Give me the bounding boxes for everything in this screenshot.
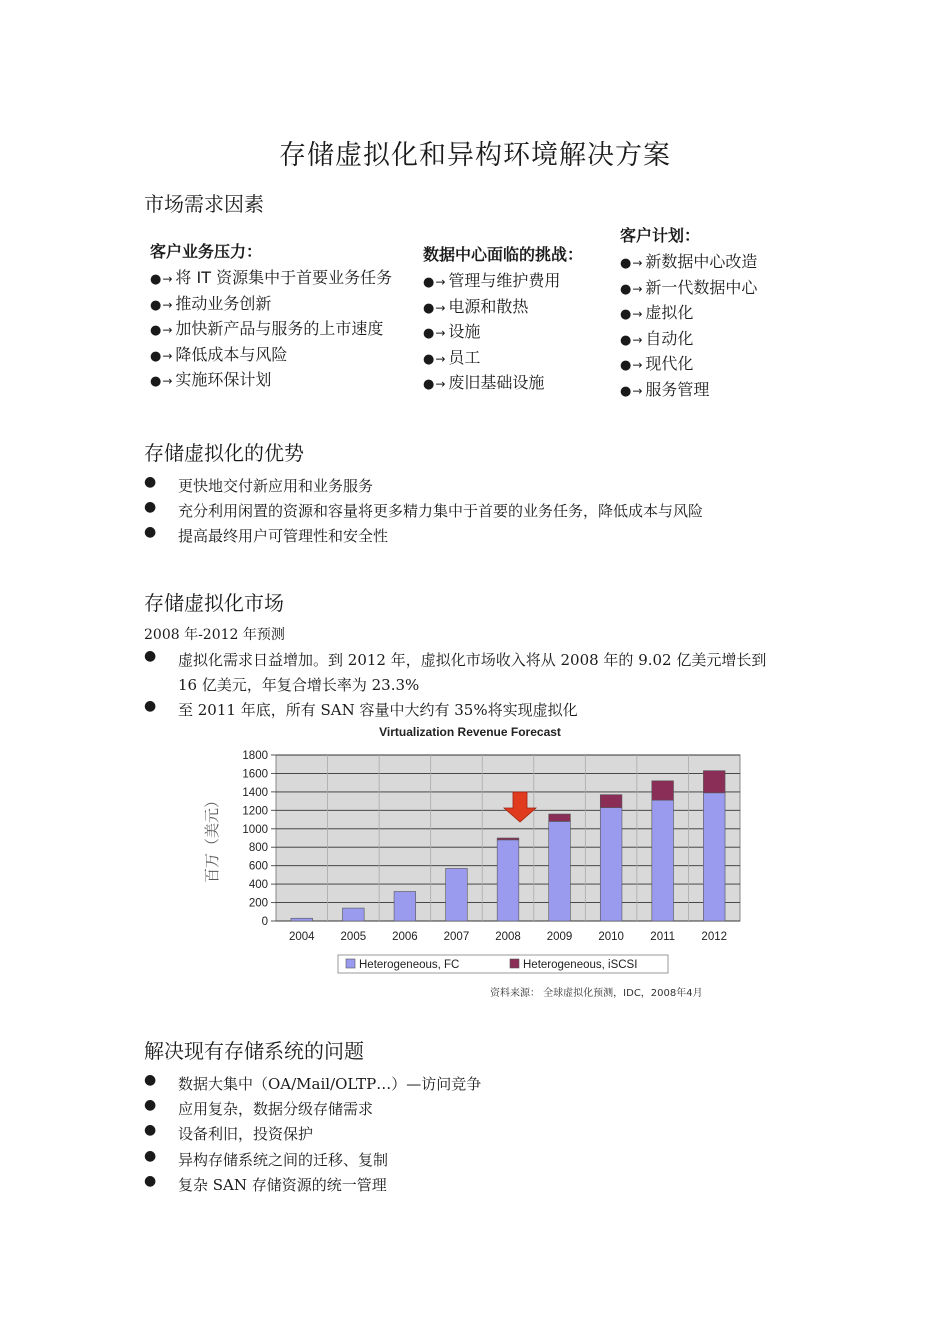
revenue-forecast-chart: [200, 722, 760, 1012]
arrow-icon: →: [435, 326, 446, 340]
list-item: ●→ 员工: [423, 347, 481, 367]
y-tick-label: 1000: [242, 823, 268, 836]
list-item: ●→ 实施环保计划: [150, 370, 272, 389]
legend-swatch: [510, 959, 519, 968]
list-item: ●→ 电源和散热: [423, 296, 529, 316]
bullet-icon: ●: [150, 374, 162, 389]
list-item: ●→ 降低成本与风险: [150, 344, 288, 364]
bar-fc: [600, 808, 622, 921]
heading-advantages: 存储虚拟化的优势: [144, 441, 304, 465]
bullet-icon: ●: [144, 499, 157, 515]
list-item: ●→ 自动化: [620, 328, 694, 348]
list-item: ●→ 将 IT 资源集中于首要业务任务: [150, 268, 393, 287]
arrow-icon: →: [435, 377, 446, 391]
arrow-icon: →: [162, 297, 173, 312]
bullet-icon: ●: [144, 1148, 157, 1164]
y-tick-label: 1200: [242, 805, 268, 818]
column-customer-pressure: [150, 239, 392, 393]
bullet-icon: ●: [144, 698, 157, 714]
bar-iscsi: [497, 838, 519, 840]
bar-fc: [343, 908, 365, 921]
y-tick-label: 400: [248, 879, 268, 892]
x-tick-label: 2004: [288, 931, 315, 943]
x-tick-label: 2006: [392, 931, 418, 943]
chart-legend: [338, 955, 668, 973]
list-item: ●→ 废旧基础设施: [423, 373, 545, 392]
forecast-subtitle: 2008 年-2012 年预测: [144, 627, 285, 643]
y-tick-label: 1800: [242, 750, 268, 762]
bullet-icon: ●: [144, 474, 157, 490]
chart-source: 资料来源： 全球虚拟化预测，IDC，2008年4月: [490, 988, 703, 999]
bar-fc: [291, 918, 313, 921]
bullet-icon: ●: [620, 307, 632, 322]
x-tick-label: 2010: [598, 931, 624, 943]
x-tick-label: 2008: [495, 931, 521, 943]
bullet-icon: ●: [423, 275, 435, 290]
bullet-icon: ●: [144, 1072, 157, 1088]
list-item: ●→ 现代化: [620, 354, 694, 373]
legend-swatch: [346, 959, 355, 968]
y-tick-label: 600: [248, 860, 268, 873]
heading-market: 存储虚拟化市场: [144, 591, 284, 615]
arrow-icon: →: [632, 332, 643, 347]
legend-label: Heterogeneous, FC: [359, 959, 460, 971]
bullet-icon: ●: [144, 1122, 157, 1138]
column-title: 数据中心面临的挑战：: [423, 245, 584, 264]
bar-iscsi: [600, 795, 622, 808]
bullet-icon: ●: [423, 300, 435, 316]
bar-iscsi: [652, 781, 674, 800]
x-tick-label: 2009: [546, 931, 573, 943]
chart-title: Virtualization Revenue Forecast: [379, 725, 561, 739]
list-item: ●→ 虚拟化: [620, 303, 694, 322]
list-item: ●→ 设施: [423, 322, 481, 341]
bullet-icon: ●: [144, 1097, 157, 1113]
arrow-icon: →: [632, 383, 643, 398]
bar-iscsi: [549, 814, 571, 821]
bullet-icon: ●: [144, 1173, 157, 1189]
list-item: ●→ 新数据中心改造: [620, 252, 758, 271]
y-tick-label: 1400: [242, 786, 268, 799]
x-tick-label: 2012: [701, 931, 728, 943]
bullet-icon: ●: [150, 323, 162, 338]
page-title: 存储虚拟化和异构环境解决方案: [279, 140, 671, 171]
bar-fc: [394, 891, 416, 921]
bullet-icon: ●: [620, 281, 632, 297]
bullet-icon: ●: [423, 326, 435, 341]
list-item: ●→ 服务管理: [620, 379, 710, 399]
bullet-icon: ●: [150, 272, 162, 287]
bar-fc: [549, 821, 571, 921]
bar-fc: [703, 793, 725, 921]
bullet-icon: ●: [144, 648, 157, 664]
arrow-icon: →: [435, 351, 446, 366]
arrow-icon: →: [162, 272, 173, 286]
bullet-icon: ●: [423, 377, 435, 392]
legend-label: Heterogeneous, iSCSI: [523, 959, 638, 971]
arrow-icon: →: [162, 348, 173, 363]
bullet-icon: ●: [423, 351, 435, 367]
column-title: 客户计划：: [620, 226, 701, 245]
x-tick-label: 2011: [650, 931, 676, 943]
heading-market-demand: 市场需求因素: [144, 192, 264, 216]
bar-iscsi: [703, 771, 725, 793]
column-datacenter-challenges: [423, 242, 583, 396]
document-page: 存储虚拟化和异构环境解决方案 市场需求因素 客户业务压力： ●→ 将 IT 资源集中于首要业务任务 ●→ 推动业务创新 ●→ 加快新产品与服务的上市速度 ●→ 降低成本与风险 ●→ 实施环保计划 数据中心面临的挑战： ●→ 管理与维护费用 ●→ 电源和散热 ●→ 设施 ●→ 员工 ●→ 废旧基础设施 客户计划： ●→ 新数据中心改造 ●→ 新一代数据中心 ●→ 虚拟化 ●→ 自动化 ●→ 现代化 ●→ 服务管理 存储虚拟化的优势 ● 更快地交付新应用和业务服务 ● 充分利用闲置的资源和容量将更多精力集中于首要的业务任务，降低成本与风险 ● 提高最终用户可管理性和安全性 存储虚拟化市场 2008 年-2012 年预测 ● 虚拟化需求日益增加。到 2012 年，虚拟化市场收入将从 2008 年的 9.02 亿美元增长到 16 亿美元，年复合增长率为 23.3% ● 至 2011 年底，所有 SAN 容量中大约有 35%将实现虚拟化 Virtualization Revenue Forecast 0 200 400 600 800 1000 1200 1400 1600 1800 2004 2005 2006 2007 2008 2009 2010 2011 2012 百万（美元） Heterogeneous, FC Heterogeneous, iSCSI 资料来源： 全球虚拟化预测，IDC，2008年4月 解决现有存储系统的问题 ● 数据大集中（OA/Mail/OLTP…）—访问竞争 ● 应用复杂，数据分级存储需求 ● 设备利旧，投资保护 ● 异构存储系统之间的迁移、复制 ● 复杂 SAN 存储资源的统一管理: [0, 0, 950, 1344]
list-item: ●→ 新一代数据中心: [620, 277, 758, 297]
arrow-icon: →: [162, 374, 173, 388]
y-tick-label: 800: [248, 842, 268, 855]
arrow-icon: →: [632, 358, 643, 372]
bullet-icon: ●: [150, 297, 162, 313]
x-tick-label: 2007: [443, 931, 470, 943]
arrow-icon: →: [162, 323, 173, 337]
bar-fc: [446, 868, 468, 921]
bullet-icon: ●: [150, 348, 162, 364]
arrow-icon: →: [632, 307, 643, 321]
bar-fc: [497, 840, 519, 921]
y-tick-label: 0: [261, 916, 268, 928]
arrow-icon: →: [632, 281, 643, 296]
x-tick-label: 2005: [340, 931, 367, 943]
bullet-icon: ●: [620, 383, 632, 399]
arrow-icon: →: [435, 275, 446, 289]
arrow-icon: →: [632, 256, 643, 270]
list-item: ●→ 加快新产品与服务的上市速度: [150, 319, 384, 338]
arrow-icon: →: [435, 300, 446, 315]
column-customer-plans: [620, 223, 757, 402]
bullet-icon: ●: [144, 524, 157, 540]
column-title: 客户业务压力：: [150, 242, 263, 261]
list-item: ●→ 推动业务创新: [150, 293, 272, 313]
y-axis-label: 百万（美元）: [203, 792, 221, 884]
bullet-icon: ●: [620, 256, 632, 271]
bar-fc: [652, 800, 674, 921]
plot-area: [242, 750, 740, 943]
y-tick-label: 1600: [242, 768, 268, 781]
bullet-icon: ●: [620, 332, 632, 348]
heading-problems: 解决现有存储系统的问题: [144, 1039, 364, 1063]
bullet-icon: ●: [620, 358, 632, 373]
y-tick-label: 200: [248, 897, 268, 910]
list-item: ●→ 管理与维护费用: [423, 271, 561, 290]
